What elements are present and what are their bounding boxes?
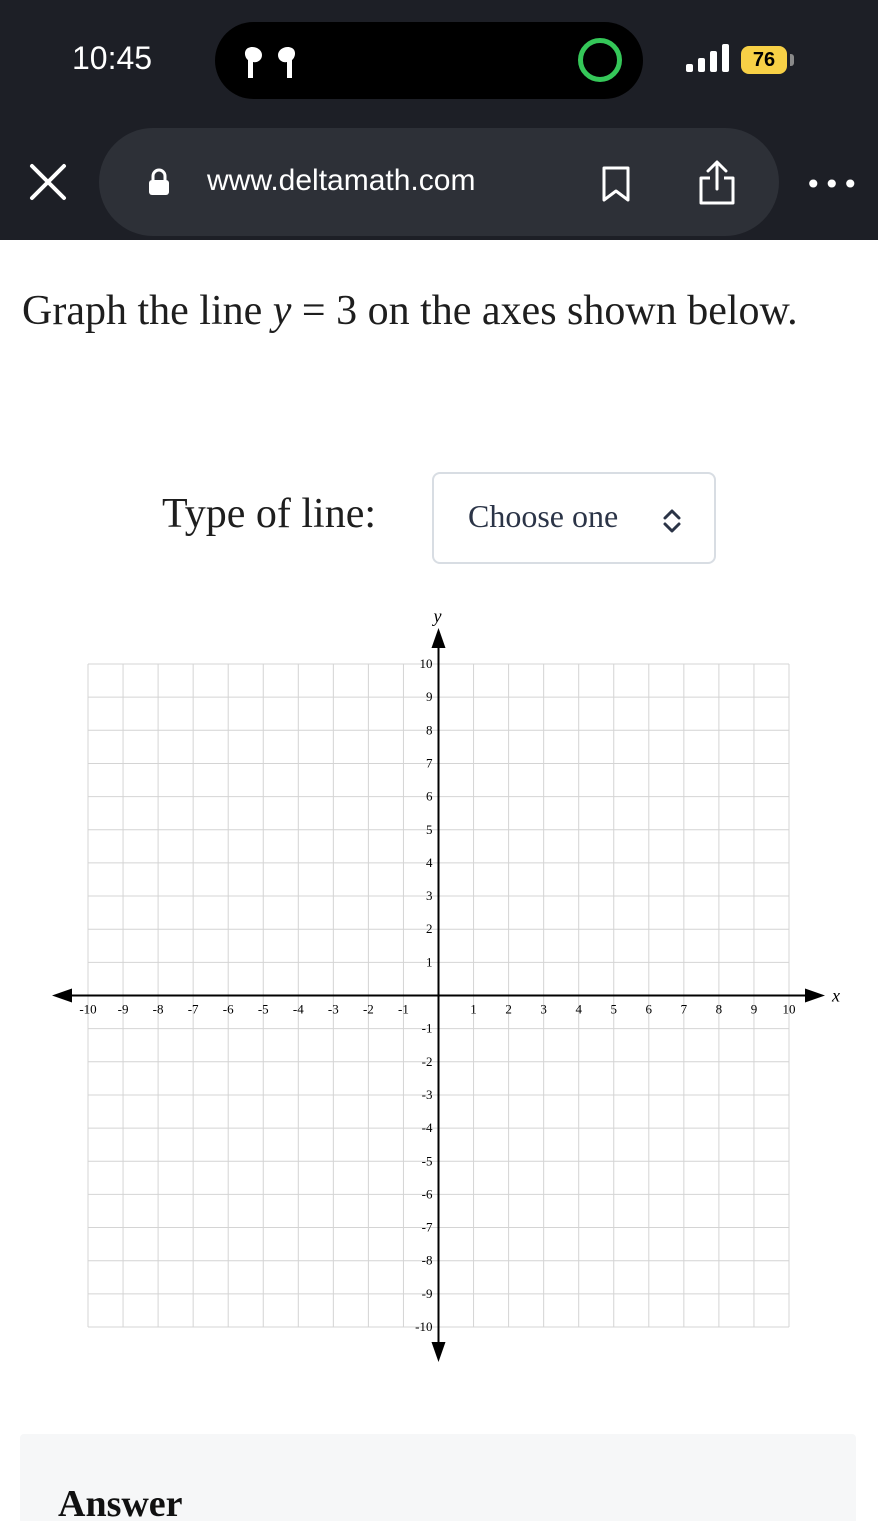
lock-icon: [147, 168, 171, 196]
status-time: 10:45: [72, 40, 153, 76]
battery-indicator: 76: [741, 46, 787, 74]
line-type-select[interactable]: [432, 472, 716, 564]
y-tick-label: 4: [426, 854, 433, 870]
bookmark-icon[interactable]: [600, 166, 632, 202]
more-icon[interactable]: •••: [805, 168, 861, 201]
x-tick-label: -6: [222, 1001, 234, 1017]
y-tick-label: 6: [426, 788, 433, 804]
x-tick-label: 4: [575, 1001, 582, 1017]
x-tick-label: -10: [79, 1001, 97, 1017]
y-tick-label: 10: [419, 656, 433, 671]
x-tick-label: -8: [152, 1001, 164, 1017]
x-tick-label: 8: [715, 1001, 723, 1017]
y-axis-arrow-down: [432, 1342, 446, 1362]
answer-label: Answer: [58, 1483, 183, 1521]
answer-box: [20, 1434, 856, 1521]
question-value: 3: [336, 288, 358, 334]
x-tick-label: 3: [540, 1001, 547, 1017]
y-tick-label: -6: [421, 1186, 433, 1202]
y-axis-arrow-up: [432, 628, 446, 648]
question-equals: =: [291, 288, 337, 334]
y-tick-label: 1: [426, 954, 433, 970]
y-tick-label: 9: [426, 689, 433, 705]
y-tick-label: 2: [426, 921, 433, 937]
x-tick-label: 1: [470, 1001, 477, 1017]
x-tick-label: -3: [327, 1001, 339, 1017]
x-axis-arrow-left: [52, 989, 72, 1003]
activity-ring-icon: [578, 38, 622, 82]
y-axis-label: y: [433, 606, 442, 626]
x-tick-label: -4: [292, 1001, 304, 1017]
y-tick-label: -10: [415, 1319, 433, 1334]
x-tick-label: 9: [750, 1001, 758, 1017]
battery-nub: [790, 54, 794, 66]
y-tick-label: -8: [421, 1252, 433, 1268]
y-tick-label: -1: [421, 1020, 433, 1036]
x-tick-label: 6: [645, 1001, 653, 1017]
question-suffix: on the axes shown below.: [357, 288, 798, 334]
y-tick-label: -2: [421, 1053, 433, 1069]
x-tick-label: -2: [362, 1001, 374, 1017]
y-tick-label: -5: [421, 1153, 433, 1169]
line-type-selected-value[interactable]: Choose one: [468, 498, 619, 534]
coordinate-plane[interactable]: [0, 600, 878, 1380]
url-text[interactable]: www.deltamath.com: [207, 164, 476, 197]
share-icon[interactable]: [697, 160, 737, 206]
y-tick-label: 8: [426, 722, 433, 738]
chevron-updown-icon[interactable]: [662, 507, 682, 535]
airpods-icon: [240, 42, 300, 82]
y-tick-label: -7: [421, 1219, 433, 1235]
x-tick-label: 5: [610, 1001, 617, 1017]
x-tick-label: 2: [505, 1001, 512, 1017]
x-tick-label: -5: [257, 1001, 269, 1017]
y-tick-label: -4: [421, 1120, 433, 1136]
x-tick-label: -7: [187, 1001, 199, 1017]
question-prefix: Graph the line: [22, 288, 273, 334]
cellular-signal-icon: [686, 44, 732, 72]
x-tick-label: 10: [782, 1001, 796, 1017]
y-tick-label: 7: [426, 755, 433, 771]
close-icon[interactable]: [26, 160, 70, 204]
y-tick-label: -3: [421, 1086, 433, 1102]
question-text: [22, 280, 872, 343]
x-axis-label: x: [832, 985, 840, 1006]
y-tick-label: 3: [426, 888, 433, 904]
y-tick-label: 5: [426, 821, 433, 837]
line-type-label: Type of line:: [162, 491, 376, 537]
x-tick-label: 7: [680, 1001, 688, 1017]
x-tick-label: -1: [398, 1001, 409, 1017]
x-axis-arrow-right: [805, 989, 825, 1003]
browser-chrome: [0, 0, 878, 240]
question-variable: y: [272, 288, 292, 334]
y-tick-label: -9: [421, 1285, 433, 1301]
x-tick-label: -9: [117, 1001, 129, 1017]
